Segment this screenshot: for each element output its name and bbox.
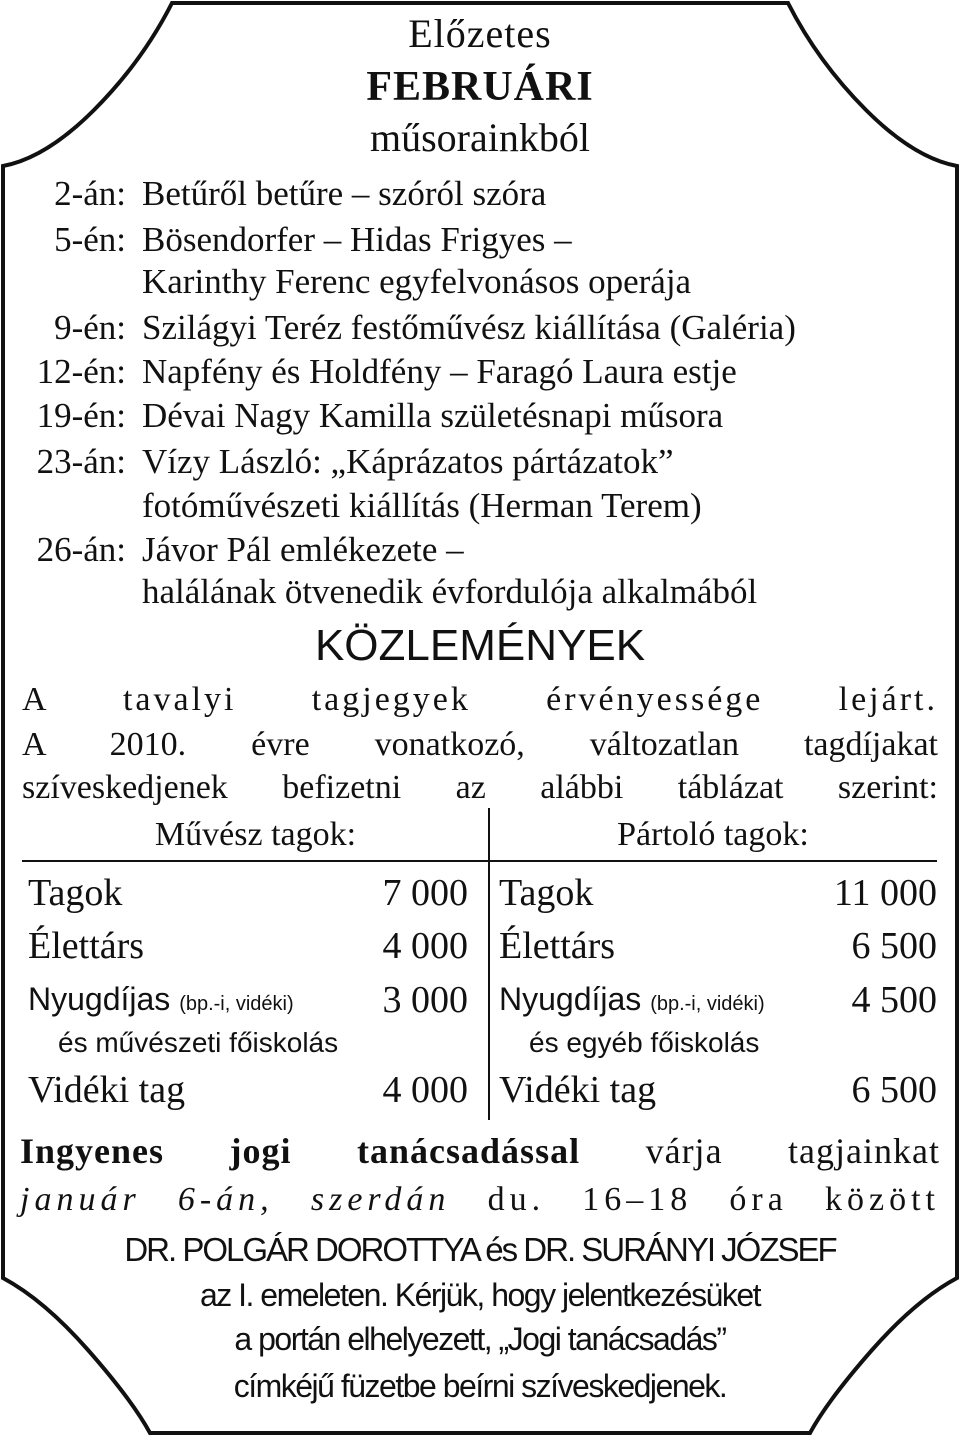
fee-row: Vidéki tag 4 000 [28,1069,468,1111]
header-line-1: Előzetes [408,11,552,56]
artist-members-heading: Művész tagok: [154,816,357,853]
header-line-3: műsorainkból [370,115,590,160]
fee-row: Nyugdíjas (bp.-i, vidéki) 3 000 [28,979,468,1021]
legal-line-4: az I. emeleten. Kérjük, hogy jelentkezésüket [199,1277,761,1313]
notice-line-3: szíveskedjenek befizetni az alábbi táblázat szerint: [22,769,938,806]
legal-line-5: a portán elhelyezett, „Jogi tanácsadás” [234,1321,726,1357]
fee-row: Tagok 11 000 [499,872,937,914]
header-line-2: FEBRUÁRI [366,64,594,110]
fee-row: Élettárs 4 000 [28,925,468,967]
notices-heading: KÖZLEMÉNYEK [314,621,646,670]
legal-line-1: Ingyenes jogi tanácsadással várja tagjainkat [20,1131,940,1171]
fee-row: Vidéki tag 6 500 [499,1069,937,1111]
legal-line-2: január 6-án, szerdán du. 16–18 óra között [20,1181,941,1218]
notice-line-2: A 2010. évre vonatkozó, változatlan tagdíjakat [22,726,938,763]
fee-row: Nyugdíjas (bp.-i, vidéki) 4 500 [499,979,937,1021]
supporting-members-heading: Pártoló tagok: [617,816,809,853]
fee-note: és művészeti főiskolás [58,1027,339,1058]
notice-line-1: A tavalyi tagjegyek érvényessége lejárt. [22,681,938,718]
fee-note: és egyéb főiskolás [529,1027,760,1058]
legal-line-6: címkéjű füzetbe beírni szíveskedjenek. [233,1368,727,1404]
fee-row: Élettárs 6 500 [499,925,937,967]
legal-line-3: DR. POLGÁR DOROTTYA és DR. SURÁNYI JÓZSEF [124,1231,836,1268]
fee-row: Tagok 7 000 [28,872,468,914]
